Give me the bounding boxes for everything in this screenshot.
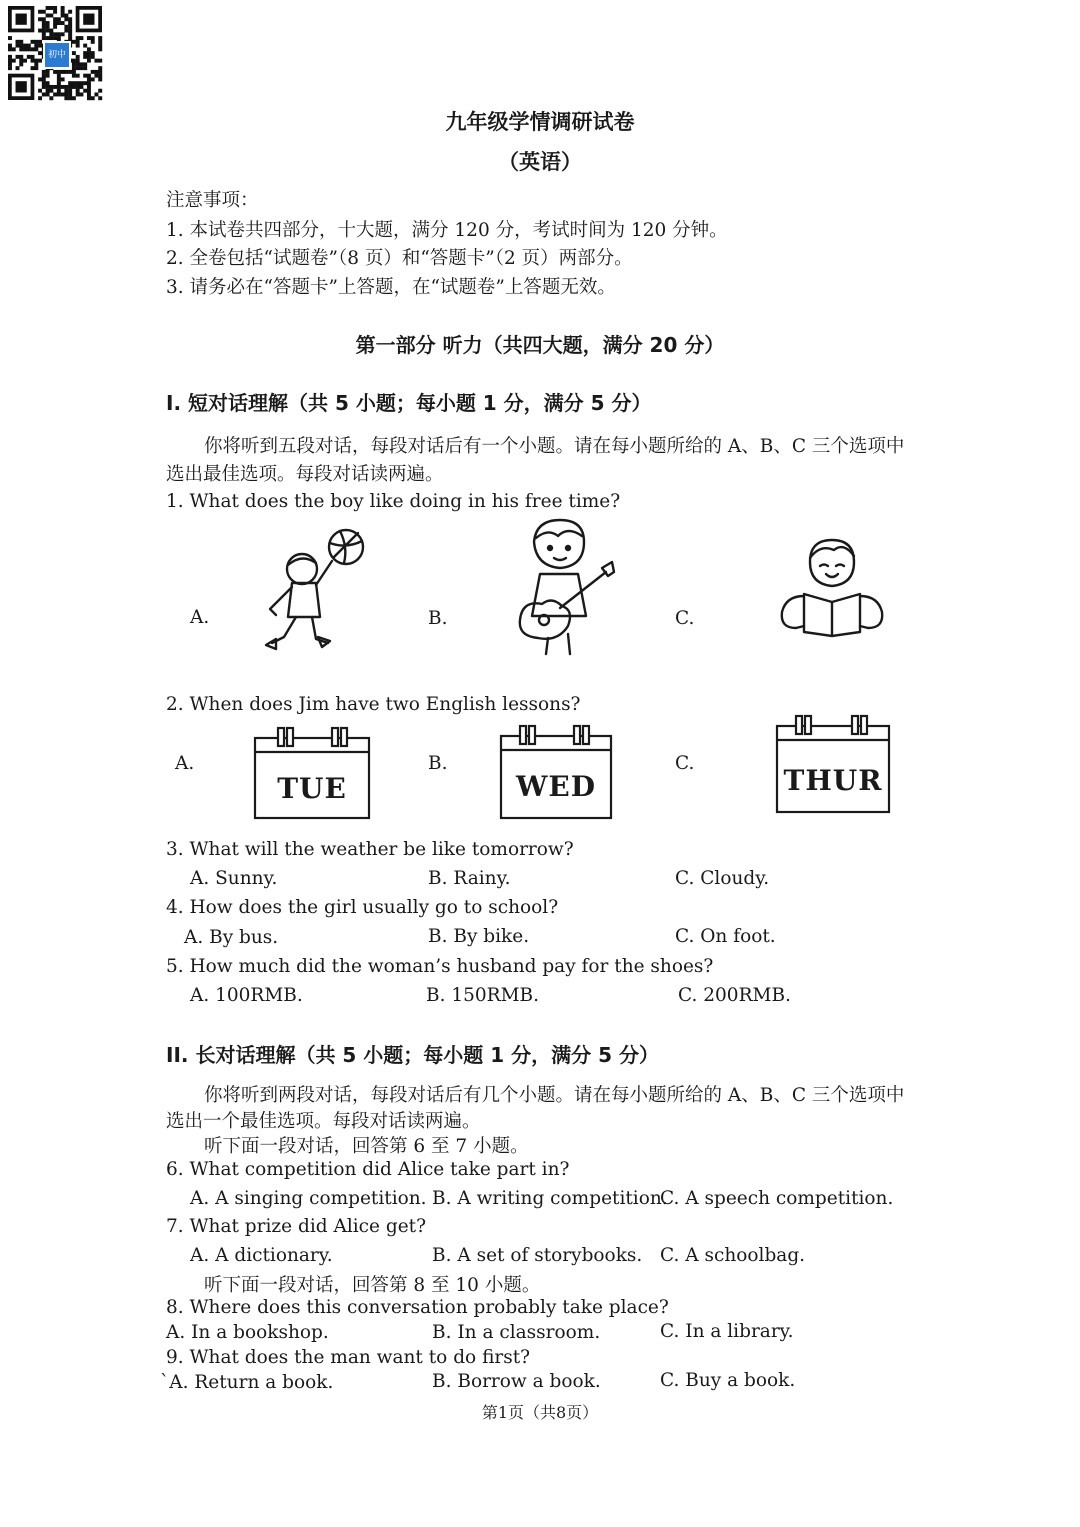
dialogue-lead: 听下面一段对话，回答第 6 至 7 小题。 [204, 1136, 529, 1157]
option-c: C. Buy a book. [660, 1370, 796, 1391]
question-stem: 8. Where does this conversation probably take place? [166, 1297, 669, 1318]
section-instruction: 你将听到两段对话，每段对话后有几个小题。请在每小题所给的 A、B、C 三个选项中 [204, 1085, 905, 1106]
option-c: C. Cloudy. [675, 868, 770, 889]
option-c-label: C. [675, 608, 695, 629]
option-c: C. In a library. [660, 1321, 794, 1342]
question-stem: 2. When does Jim have two English lessons? [166, 694, 581, 715]
dialogue-lead: 听下面一段对话，回答第 8 至 10 小题。 [204, 1275, 541, 1296]
option-a: A. By bus. [184, 927, 279, 948]
option-c: C. A schoolbag. [660, 1245, 806, 1266]
option-a: A. A dictionary. [190, 1245, 333, 1266]
calendar-tue [254, 726, 370, 820]
reading-boy-image [774, 536, 890, 636]
section-instruction: 选出一个最佳选项。每段对话读两遍。 [166, 1111, 481, 1132]
calendar-day-label: WED [515, 770, 597, 803]
option-b-label: B. [428, 753, 448, 774]
guitar-boy-image [512, 516, 616, 656]
calendar-day-label: TUE [277, 772, 347, 805]
part-title: 第一部分 听力（共四大题，满分 20 分） [355, 333, 725, 357]
calendar-thur [776, 714, 890, 814]
question-stem: 6. What competition did Alice take part in? [166, 1159, 570, 1180]
question-stem: 9. What does the man want to do first? [166, 1347, 531, 1368]
section-instruction: 你将听到五段对话，每段对话后有一个小题。请在每小题所给的 A、B、C 三个选项中 [204, 436, 905, 457]
section-title: I. 短对话理解（共 5 小题；每小题 1 分，满分 5 分） [166, 391, 652, 415]
question-stem: 3. What will the weather be like tomorrow? [166, 839, 574, 860]
option-b: B. Borrow a book. [432, 1371, 601, 1392]
question-stem: 4. How does the girl usually go to school? [166, 897, 559, 918]
option-c: C. A speech competition. [660, 1188, 894, 1209]
calendar-day-label: THUR [783, 764, 883, 797]
section-title: II. 长对话理解（共 5 小题；每小题 1 分，满分 5 分） [166, 1043, 659, 1067]
option-b: B. Rainy. [428, 868, 511, 889]
option-a: A. A singing competition. [190, 1188, 427, 1209]
section-instruction: 选出最佳选项。每段对话读两遍。 [166, 464, 444, 485]
page-subject: （英语） [498, 150, 582, 174]
calendar-wed [500, 724, 612, 820]
option-b-label: B. [428, 608, 448, 629]
option-b: B. A set of storybooks. [432, 1245, 643, 1266]
notice-heading: 注意事项： [166, 190, 259, 211]
option-a-label: A. [190, 607, 210, 628]
notice-item: 2. 全卷包括“试题卷”（8 页）和“答题卡”（2 页）两部分。 [166, 248, 633, 269]
page-title: 九年级学情调研试卷 [445, 110, 635, 134]
option-b: B. 150RMB. [426, 985, 540, 1006]
question-stem: 7. What prize did Alice get? [166, 1216, 426, 1237]
question-stem: 5. How much did the woman’s husband pay for the shoes? [166, 956, 714, 977]
qr-logo: 初中 [43, 41, 71, 69]
option-c: C. On foot. [675, 926, 776, 947]
option-b: B. A writing competition. [432, 1188, 668, 1209]
notice-item: 1. 本试卷共四部分，十大题，满分 120 分，考试时间为 120 分钟。 [166, 220, 728, 241]
page-number: 第1页（共8页） [481, 1403, 599, 1422]
option-a: A. Sunny. [190, 868, 278, 889]
option-a: `A. Return a book. [160, 1372, 334, 1393]
option-c: C. 200RMB. [678, 985, 791, 1006]
qr-code [8, 6, 102, 100]
option-a: A. In a bookshop. [166, 1322, 329, 1343]
option-b: B. In a classroom. [432, 1322, 601, 1343]
option-b: B. By bike. [428, 926, 530, 947]
option-c-label: C. [675, 753, 695, 774]
notice-item: 3. 请务必在“答题卡”上答题，在“试题卷”上答题无效。 [166, 277, 616, 298]
question-stem: 1. What does the boy like doing in his free time? [166, 491, 621, 512]
option-a-label: A. [175, 753, 195, 774]
basketball-boy-image [262, 525, 372, 653]
option-a: A. 100RMB. [190, 985, 303, 1006]
